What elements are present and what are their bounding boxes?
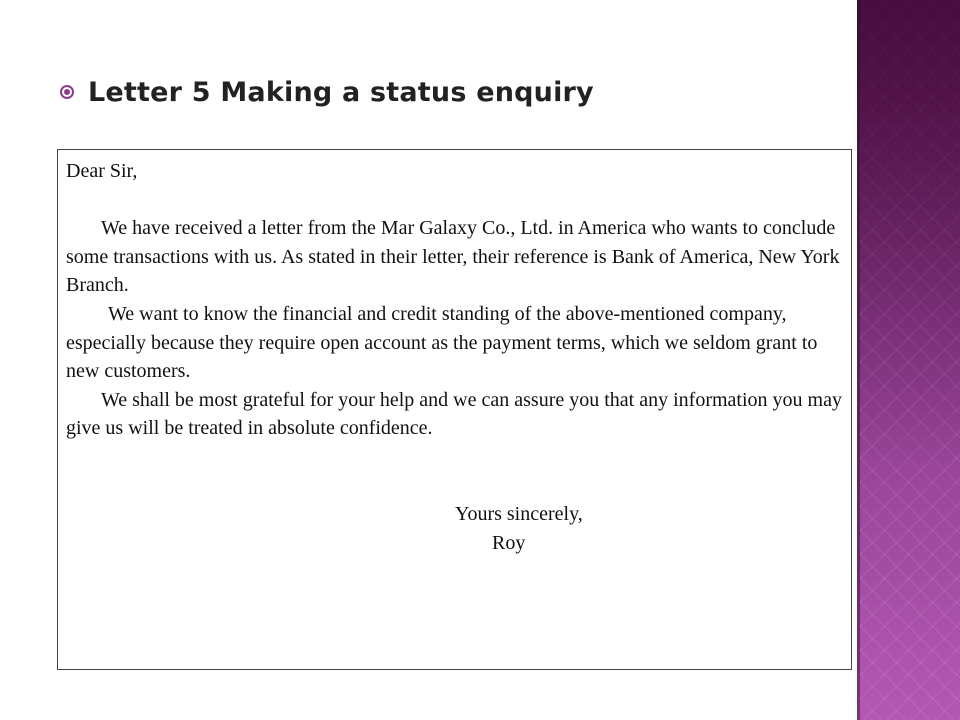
letter-paragraph-2: We want to know the financial and credit standing of the above-mentioned company, especially because they require open account as the payment terms, which we seldom grant to new customers. <box>66 302 818 383</box>
letter-greeting: Dear Sir, <box>66 160 138 182</box>
letter-signature: Roy <box>492 531 526 554</box>
letter-paragraph-1: We have received a letter from the Mar Galaxy Co., Ltd. in America who wants to conclude some transactions with us. As stated in their letter, their reference is Bank of America, New York Branch. <box>66 217 840 297</box>
slide-title-row <box>60 72 594 112</box>
letter-closing: Yours sincerely, <box>455 502 583 525</box>
decorative-side-panel <box>857 0 960 720</box>
letter-box <box>57 149 852 670</box>
slide-title: Letter 5 Making a status enquiry <box>88 76 594 108</box>
radio-bullet-icon <box>60 85 74 99</box>
letter-paragraph-3: We shall be most grateful for your help and we can assure you that any information you may give us will be treated in absolute confidence. <box>66 388 842 440</box>
